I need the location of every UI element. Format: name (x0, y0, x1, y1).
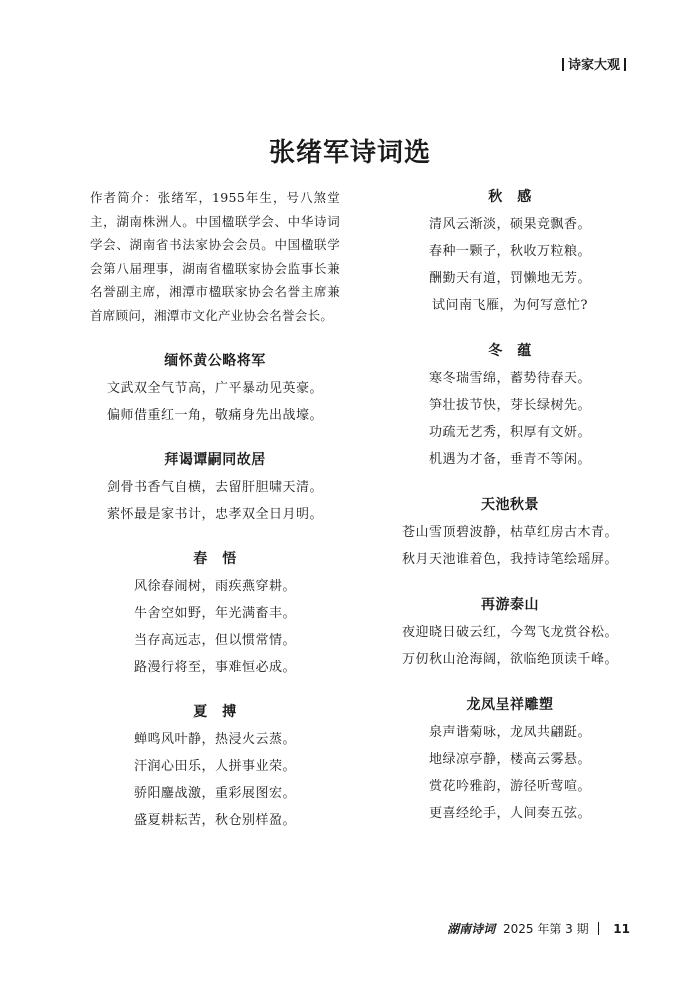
divider (624, 58, 626, 71)
poem-line: 夜迎晓日破云红，今驾飞龙赏谷松。 (401, 625, 618, 640)
poem-line: 地绿凉亭静，楼高云雾悬。 (428, 752, 591, 767)
author-intro: 作者简介：张绪军，1955年生，号八煞堂主，湖南株洲人。中国楹联学会、中华诗词学会、湖南省书法家协会会员。中国楹联学会第八届理事，湖南省楹联家协会监事长兼名誉副主席，湘潭市楹联家协会名誉主席兼首席顾问，湘潭市文化产业协会名誉会长。 (90, 190, 340, 323)
poem (90, 449, 340, 528)
poem-line: 苍山雪顶碧波静，枯草红房古木青。 (401, 525, 618, 540)
magazine-name: 湖南诗词 (447, 922, 496, 936)
page-number: 11 (613, 922, 630, 936)
poem-line: 文武双全气节高，广平暴动见英豪。 (106, 381, 323, 396)
section-label: 诗家大观 (567, 58, 620, 73)
poem (380, 186, 640, 319)
poem (90, 548, 340, 681)
page-footer (447, 920, 630, 937)
poem-line: 机遇为才备，垂青不等闲。 (428, 452, 591, 467)
page-title: 张绪军诗词选 (268, 138, 431, 168)
poem-title: 拜谒谭嗣同故居 (164, 452, 266, 468)
poem-line: 骄阳鏖战激，重彩展图宏。 (133, 786, 296, 801)
poem (380, 694, 640, 827)
poem-line: 试问南飞雁，为何写意忙? (432, 298, 588, 313)
poem (90, 701, 340, 834)
poem (380, 494, 640, 573)
poem-line: 剑骨书香气自横，去留肝胆啸天清。 (106, 480, 323, 495)
right-column (380, 186, 640, 848)
poem-line: 更喜经纶手，人间奏五弦。 (428, 806, 591, 821)
issue-label: 2025 年第 3 期 (503, 922, 589, 936)
poem-line: 酬勤天有道，罚懒地无芳。 (428, 271, 591, 286)
poem-title: 龙凤呈祥雕塑 (466, 697, 554, 713)
poem-line: 赏花吟雅韵，游径听莺喧。 (428, 779, 591, 794)
left-poem-list (90, 350, 340, 834)
poem-title: 秋 感 (488, 189, 532, 205)
poem-line: 萦怀最是家书计，忠孝双全日月明。 (106, 507, 323, 522)
poem-line: 清风云渐淡，硕果竞飘香。 (428, 217, 591, 232)
poem-title: 春 悟 (193, 551, 237, 567)
poem-line: 当存高远志，但以惯常情。 (133, 633, 296, 648)
poem-line: 万仞秋山沧海阔，欲临绝顶读千峰。 (401, 652, 618, 667)
poem-line: 功疏无艺秀，积厚有文妍。 (428, 425, 591, 440)
section-tag (558, 54, 630, 73)
poem-line: 蝉鸣风叶静，热浸火云蒸。 (133, 732, 296, 747)
poem (380, 340, 640, 473)
poem-line: 秋月天池谁着色，我持诗笔绘瑶屏。 (401, 552, 618, 567)
poem-line: 盛夏耕耘苦，秋仓别样盈。 (133, 813, 296, 828)
poem-line: 春种一颗子，秋收万粒粮。 (428, 244, 591, 259)
poem-line: 泉声谐菊咏，龙凤共翩跹。 (428, 725, 591, 740)
poem-line: 偏师借重红一角，敬痛身先出战壕。 (106, 408, 323, 423)
poem-title: 缅怀黄公略将军 (164, 353, 266, 369)
poem-line: 汗润心田乐，人拼事业荣。 (133, 759, 296, 774)
left-column (90, 186, 340, 854)
divider (598, 922, 599, 935)
right-poem-list (380, 186, 640, 827)
poem (380, 594, 640, 673)
poem (90, 350, 340, 429)
poem-title: 冬 蕴 (488, 343, 532, 359)
poem-line: 牛舍空如野，年光满畜丰。 (133, 606, 296, 621)
poem-title: 再游泰山 (481, 597, 539, 613)
poem-title: 夏 搏 (193, 704, 237, 720)
poem-line: 风徐春闹树，雨疾燕穿耕。 (133, 579, 296, 594)
poem-line: 笋壮拔节快，芽长绿树先。 (428, 398, 591, 413)
poem-line: 路漫行将至，事难恒必成。 (133, 660, 296, 675)
divider (562, 58, 564, 71)
poem-title: 天池秋景 (481, 497, 539, 513)
poem-line: 寒冬瑞雪绵，蓄势待春天。 (428, 371, 591, 386)
